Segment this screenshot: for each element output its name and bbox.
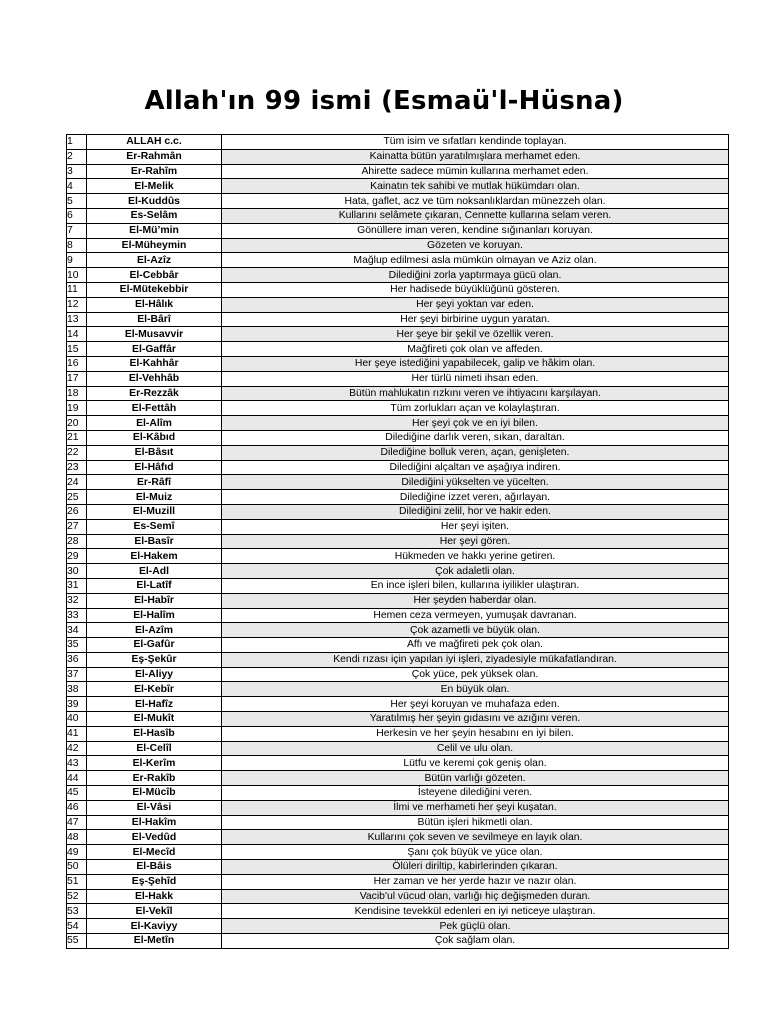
row-number: 32 <box>67 593 87 608</box>
row-meaning: Kainatın tek sahibi ve mutlak hükümdarı olan. <box>222 179 729 194</box>
table-row <box>67 608 729 623</box>
row-meaning: Her şeyi koruyan ve muhafaza eden. <box>222 697 729 712</box>
row-meaning: Bütün mahlukatın rızkını veren ve ihtiyacını karşılayan. <box>222 386 729 401</box>
row-number: 51 <box>67 874 87 889</box>
row-meaning: İsteyene dilediğini veren. <box>222 786 729 801</box>
row-meaning: Çok sağlam olan. <box>222 934 729 949</box>
table-row <box>67 179 729 194</box>
row-meaning: İlmi ve merhameti her şeyi kuşatan. <box>222 800 729 815</box>
row-number: 31 <box>67 578 87 593</box>
table-row <box>67 771 729 786</box>
table-row <box>67 268 729 283</box>
row-name: El-Halîm <box>87 608 222 623</box>
table-row <box>67 564 729 579</box>
row-number: 8 <box>67 238 87 253</box>
row-number: 55 <box>67 934 87 949</box>
row-name: ALLAH c.c. <box>87 135 222 150</box>
row-meaning: Kainatta bütün yaratılmışlara merhamet eden. <box>222 149 729 164</box>
row-name: El-Kerîm <box>87 756 222 771</box>
row-name: El-Metîn <box>87 934 222 949</box>
row-meaning: Lütfu ve keremi çok geniş olan. <box>222 756 729 771</box>
row-meaning: Bütün işleri hikmetli olan. <box>222 815 729 830</box>
table-row <box>67 593 729 608</box>
table-row <box>67 549 729 564</box>
row-name: El-Latîf <box>87 578 222 593</box>
row-number: 20 <box>67 416 87 431</box>
row-meaning: Her şeye istediğini yapabilecek, galip ve hâkim olan. <box>222 356 729 371</box>
row-number: 50 <box>67 860 87 875</box>
row-number: 5 <box>67 194 87 209</box>
row-number: 37 <box>67 667 87 682</box>
row-number: 23 <box>67 460 87 475</box>
table-row <box>67 919 729 934</box>
table-row <box>67 904 729 919</box>
row-number: 30 <box>67 564 87 579</box>
row-meaning: Ahirette sadece mümin kullarına merhamet eden. <box>222 164 729 179</box>
table-row <box>67 223 729 238</box>
row-name: El-Hakk <box>87 889 222 904</box>
row-meaning: Kullarını çok seven ve sevilmeye en layık olan. <box>222 830 729 845</box>
row-name: El-Mücîb <box>87 786 222 801</box>
row-number: 6 <box>67 208 87 223</box>
row-number: 53 <box>67 904 87 919</box>
row-meaning: Celil ve ulu olan. <box>222 741 729 756</box>
row-meaning: Her şeyi çok ve en iyi bilen. <box>222 416 729 431</box>
row-number: 45 <box>67 786 87 801</box>
row-number: 25 <box>67 490 87 505</box>
row-name: Eş-Şehîd <box>87 874 222 889</box>
row-name: El-Adl <box>87 564 222 579</box>
row-name: El-Kahhâr <box>87 356 222 371</box>
row-meaning: Affı ve mağfireti pek çok olan. <box>222 638 729 653</box>
row-name: El-Cebbâr <box>87 268 222 283</box>
table-row <box>67 490 729 505</box>
row-name: Er-Rahmân <box>87 149 222 164</box>
row-number: 38 <box>67 682 87 697</box>
row-number: 47 <box>67 815 87 830</box>
row-name: El-Hakîm <box>87 815 222 830</box>
row-meaning: Çok yüce, pek yüksek olan. <box>222 667 729 682</box>
row-number: 10 <box>67 268 87 283</box>
row-number: 44 <box>67 771 87 786</box>
row-number: 22 <box>67 445 87 460</box>
table-row <box>67 164 729 179</box>
table-row <box>67 460 729 475</box>
row-number: 17 <box>67 371 87 386</box>
table-row <box>67 282 729 297</box>
table-row <box>67 815 729 830</box>
row-meaning: Tüm isim ve sıfatları kendinde toplayan. <box>222 135 729 150</box>
table-row <box>67 800 729 815</box>
row-meaning: Her şeyi birbirine uygun yaratan. <box>222 312 729 327</box>
row-name: El-Kaviyy <box>87 919 222 934</box>
table-row <box>67 830 729 845</box>
row-number: 13 <box>67 312 87 327</box>
row-meaning: Dilediğine izzet veren, ağırlayan. <box>222 490 729 505</box>
row-number: 34 <box>67 623 87 638</box>
table-row <box>67 741 729 756</box>
row-number: 21 <box>67 430 87 445</box>
row-meaning: Dilediğini zelil, hor ve hakir eden. <box>222 504 729 519</box>
row-meaning: Kendisine tevekkül edenleri en iyi neticeye ulaştıran. <box>222 904 729 919</box>
page-title: Allah'ın 99 ismi (Esmaü'l-Hüsna) <box>144 86 624 116</box>
row-number: 54 <box>67 919 87 934</box>
row-meaning: Kendi rızası için yapılan iyi işleri, ziyadesiyle mükafatlandıran. <box>222 652 729 667</box>
table-row <box>67 356 729 371</box>
row-meaning: Her türlü nimeti ihsan eden. <box>222 371 729 386</box>
table-row <box>67 253 729 268</box>
table-row <box>67 786 729 801</box>
row-name: El-Hafîz <box>87 697 222 712</box>
row-number: 11 <box>67 282 87 297</box>
table-row <box>67 934 729 949</box>
row-number: 3 <box>67 164 87 179</box>
row-meaning: Vacib'ul vücud olan, varlığı hiç değişmeden duran. <box>222 889 729 904</box>
table-row <box>67 874 729 889</box>
row-name: Es-Selâm <box>87 208 222 223</box>
row-name: El-Azîm <box>87 623 222 638</box>
table-row <box>67 445 729 460</box>
row-meaning: En büyük olan. <box>222 682 729 697</box>
row-number: 16 <box>67 356 87 371</box>
row-name: El-Muiz <box>87 490 222 505</box>
table-row <box>67 297 729 312</box>
table-row <box>67 756 729 771</box>
row-name: El-Bâis <box>87 860 222 875</box>
row-meaning: Her şeyi gören. <box>222 534 729 549</box>
row-name: Er-Râfî <box>87 475 222 490</box>
row-name: El-Basîr <box>87 534 222 549</box>
table-row <box>67 430 729 445</box>
table-row <box>67 697 729 712</box>
row-name: El-Bârî <box>87 312 222 327</box>
row-name: El-Celîl <box>87 741 222 756</box>
row-number: 43 <box>67 756 87 771</box>
row-meaning: Şanı çok büyük ve yüce olan. <box>222 845 729 860</box>
row-name: El-Hasîb <box>87 726 222 741</box>
row-number: 14 <box>67 327 87 342</box>
row-meaning: Pek güçlü olan. <box>222 919 729 934</box>
table-row <box>67 652 729 667</box>
row-meaning: Her zaman ve her yerde hazır ve nazır olan. <box>222 874 729 889</box>
row-number: 29 <box>67 549 87 564</box>
table-row <box>67 135 729 150</box>
row-name: El-Müheymin <box>87 238 222 253</box>
row-number: 1 <box>67 135 87 150</box>
table-row <box>67 667 729 682</box>
row-name: El-Musavvir <box>87 327 222 342</box>
table-row <box>67 712 729 727</box>
row-name: El-Hâfıd <box>87 460 222 475</box>
table-row <box>67 726 729 741</box>
row-number: 35 <box>67 638 87 653</box>
row-meaning: Dilediğini alçaltan ve aşağıya indiren. <box>222 460 729 475</box>
row-number: 24 <box>67 475 87 490</box>
row-name: El-Aliyy <box>87 667 222 682</box>
row-meaning: Yaratılmış her şeyin gıdasını ve azığını veren. <box>222 712 729 727</box>
row-name: El-Alîm <box>87 416 222 431</box>
row-name: El-Vâsi <box>87 800 222 815</box>
table-row <box>67 416 729 431</box>
row-name: El-Vehhâb <box>87 371 222 386</box>
row-name: El-Bâsıt <box>87 445 222 460</box>
row-meaning: Her şeyden haberdar olan. <box>222 593 729 608</box>
row-meaning: Ölüleri diriltip, kabirlerinden çıkaran. <box>222 860 729 875</box>
row-meaning: Her şeyi yoktan var eden. <box>222 297 729 312</box>
row-meaning: Tüm zorlukları açan ve kolaylaştıran. <box>222 401 729 416</box>
table-row <box>67 401 729 416</box>
row-number: 39 <box>67 697 87 712</box>
row-name: El-Hakem <box>87 549 222 564</box>
table-row <box>67 149 729 164</box>
table-row <box>67 312 729 327</box>
row-number: 41 <box>67 726 87 741</box>
row-name: El-Mütekebbir <box>87 282 222 297</box>
row-name: Er-Rakîb <box>87 771 222 786</box>
row-meaning: Dilediğine darlık veren, sıkan, daraltan. <box>222 430 729 445</box>
row-number: 15 <box>67 342 87 357</box>
row-meaning: Dilediğini zorla yaptırmaya gücü olan. <box>222 268 729 283</box>
row-meaning: Gözeten ve koruyan. <box>222 238 729 253</box>
row-number: 28 <box>67 534 87 549</box>
row-number: 12 <box>67 297 87 312</box>
table-row <box>67 194 729 209</box>
table-row <box>67 578 729 593</box>
row-meaning: Dilediğine bolluk veren, açan, genişleten. <box>222 445 729 460</box>
row-meaning: Her şeye bir şekil ve özellik veren. <box>222 327 729 342</box>
table-row <box>67 342 729 357</box>
table-row <box>67 475 729 490</box>
row-number: 52 <box>67 889 87 904</box>
table-row <box>67 860 729 875</box>
row-number: 46 <box>67 800 87 815</box>
row-name: Er-Rezzâk <box>87 386 222 401</box>
table-row <box>67 504 729 519</box>
row-meaning: Gönüllere iman veren, kendine sığınanları koruyan. <box>222 223 729 238</box>
row-name: Er-Rahîm <box>87 164 222 179</box>
row-meaning: Her şeyi işiten. <box>222 519 729 534</box>
row-name: El-Kâbıd <box>87 430 222 445</box>
row-number: 49 <box>67 845 87 860</box>
row-number: 40 <box>67 712 87 727</box>
row-name: El-Vedûd <box>87 830 222 845</box>
row-meaning: Hata, gaflet, acz ve tüm noksanlıklardan münezzeh olan. <box>222 194 729 209</box>
table-row <box>67 371 729 386</box>
row-number: 18 <box>67 386 87 401</box>
table-row <box>67 682 729 697</box>
row-name: El-Gaffâr <box>87 342 222 357</box>
row-meaning: Dilediğini yükselten ve yücelten. <box>222 475 729 490</box>
row-number: 27 <box>67 519 87 534</box>
row-number: 48 <box>67 830 87 845</box>
row-name: Eş-Şekûr <box>87 652 222 667</box>
table-row <box>67 889 729 904</box>
row-meaning: Çok azametli ve büyük olan. <box>222 623 729 638</box>
table-row <box>67 327 729 342</box>
row-meaning: Mağfireti çok olan ve affeden. <box>222 342 729 357</box>
row-meaning: Kullarını selâmete çıkaran, Cennette kullarına selam veren. <box>222 208 729 223</box>
row-name: El-Mecîd <box>87 845 222 860</box>
row-name: El-Mukît <box>87 712 222 727</box>
row-meaning: Hükmeden ve hakkı yerine getiren. <box>222 549 729 564</box>
table-row <box>67 386 729 401</box>
table-row <box>67 534 729 549</box>
row-meaning: En ince işleri bilen, kullarına iyilikler ulaştıran. <box>222 578 729 593</box>
row-number: 33 <box>67 608 87 623</box>
row-number: 26 <box>67 504 87 519</box>
row-number: 2 <box>67 149 87 164</box>
table-row <box>67 208 729 223</box>
row-meaning: Bütün varlığı gözeten. <box>222 771 729 786</box>
row-number: 7 <box>67 223 87 238</box>
row-number: 36 <box>67 652 87 667</box>
row-name: El-Kebîr <box>87 682 222 697</box>
row-name: El-Hâlık <box>87 297 222 312</box>
row-name: El-Fettâh <box>87 401 222 416</box>
row-name: El-Gafûr <box>87 638 222 653</box>
row-name: El-Kuddûs <box>87 194 222 209</box>
row-number: 4 <box>67 179 87 194</box>
row-name: El-Melik <box>87 179 222 194</box>
row-name: El-Azîz <box>87 253 222 268</box>
row-meaning: Çok adaletli olan. <box>222 564 729 579</box>
row-meaning: Mağlup edilmesi asla mümkün olmayan ve Aziz olan. <box>222 253 729 268</box>
row-number: 9 <box>67 253 87 268</box>
table-row <box>67 638 729 653</box>
names-table <box>66 134 729 949</box>
row-name: El-Habîr <box>87 593 222 608</box>
row-number: 19 <box>67 401 87 416</box>
row-name: El-Mü’min <box>87 223 222 238</box>
row-name: El-Vekîl <box>87 904 222 919</box>
table-row <box>67 623 729 638</box>
table-row <box>67 519 729 534</box>
row-name: Es-Semî <box>87 519 222 534</box>
row-meaning: Her hadisede büyüklüğünü gösteren. <box>222 282 729 297</box>
row-number: 42 <box>67 741 87 756</box>
table-row <box>67 845 729 860</box>
row-name: El-Muzill <box>87 504 222 519</box>
row-meaning: Herkesin ve her şeyin hesabını en iyi bilen. <box>222 726 729 741</box>
table-row <box>67 238 729 253</box>
row-meaning: Hemen ceza vermeyen, yumuşak davranan. <box>222 608 729 623</box>
